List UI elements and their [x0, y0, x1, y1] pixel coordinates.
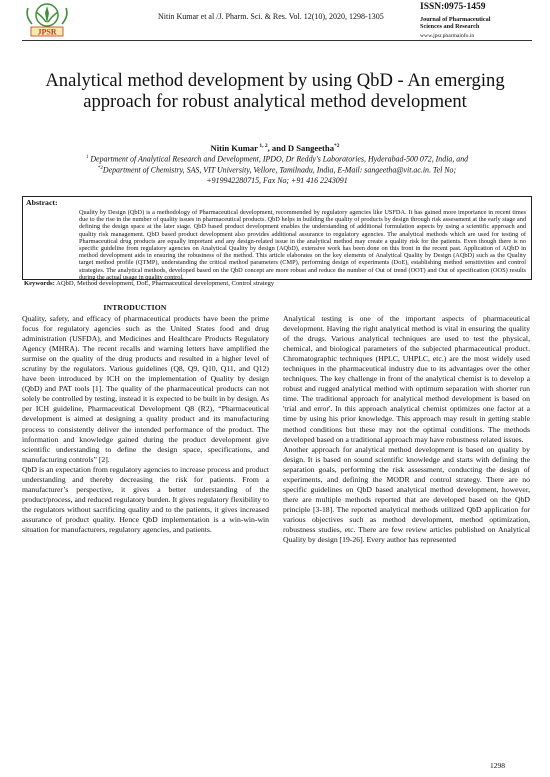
keywords-text: AQbD, Method development, DoE, Pharmaceutical development, Control strategy	[54, 280, 275, 287]
paragraph: Analytical testing is one of the important aspects of pharmaceutical development. Having the right analytical method is vital in ensuring the quality of the drugs. Various analytical techniques are used to test the physical, chemical, and biological parameters of the subjected pharmaceutical product. Chromatographic techniques (HPLC, UHPLC, etc.) are the most widely used techniques in the pharmaceutical industry due to its advantages over the other techniques. The key challenge in front of the analytical chemist is to develop a robust and rugged analytical method with optimum separation with shorter run time. The traditional approach for analytical method development is based on 'trial and error'. In this approach analytical chemist optimizes one factor at a time by using his prior knowledge. This approach may result in getting stable method conditions but these may not the optimal conditions. The methods developed based on a traditional approach may have robustness related issues.	[283, 314, 530, 444]
logo-text: JPSR	[37, 27, 57, 37]
keywords	[24, 280, 530, 287]
keywords-label: Keywords:	[24, 280, 55, 287]
journal-name-line2: Sciences and Research	[420, 23, 480, 31]
paragraph: QbD is an expectation from regulatory agencies to increase process and product understanding and thereby decreasing the risk for patients. From a manufacturer’s perspective, it gives a better understanding of the product/process, and reduced regulatory burden. It gives regulatory flexibility to the regulators without sacrificing quality and to the patients, it gives increased assurance of product quality. Hence QbD implementation is a win-win-win situation for manufacturers, regulatory agencies, and patients.	[22, 464, 269, 534]
abstract-box	[22, 196, 532, 280]
abstract-label: Abstract:	[26, 198, 58, 207]
introduction-heading: INTRODUCTION	[103, 303, 167, 312]
affiliation-2	[22, 164, 532, 175]
affiliation-1	[22, 153, 532, 164]
author-1: Nitin Kumar	[210, 143, 258, 153]
affiliations	[22, 153, 532, 186]
abstract-text: Quality by Design (QbD) is a methodology of Pharmaceutical development, recommended by regulatory agencies like USFDA. It has gained more importance in recent times due to the rise in the number of quality issues in pharmaceutical products. QbD helps in building the quality of products by design through risk assessment at the early stage and defining the design space at the later stage. QbD based product development enables the understanding of additional formulation aspects by using a scientific approach and quality risk management. QbD based product development also provides additional assurance to regulatory agencies. The analytical methods which are used for testing of Pharmaceutical drug products are equally important and any design-related issue in the analytical method may create a quality risk for the patients. Even though there is no specific guideline from regulatory agencies on Analytical Quality by design (AQbD), extensive work has been done on this front in the recent past. Application of AQbD in method development aids in ensuring the robustness of the method. This article elaborates on the key elements of Analytical Quality by Design (AQbD) such as the Quality target method profile (QTMP), understanding the critical method parameters (CMP), performing design of experiments (DoE), establishing method sensitivities and control strategies. The analytical methods, developed based on the QbD concept are more robust and reduce the number of Out of trend (OOT) and Out of specification (OOS) results during the actual usage in quality control.	[79, 209, 526, 281]
author-1-sup: 1, 2	[258, 143, 268, 150]
page-header	[0, 0, 550, 42]
running-citation: Nitin Kumar et al /J. Pharm. Sci. & Res. Vol. 12(10), 2020, 1298-1305	[158, 12, 384, 21]
author-line	[0, 143, 550, 153]
author-2-sup: *2	[334, 143, 340, 150]
page-number: 1298	[490, 761, 505, 770]
body-column-right	[283, 314, 530, 545]
affiliation-2-text: Department of Chemistry, SAS, VIT University, Vellore, Tamilnadu, India, E-Mail: sangeetha@vit.ac.in. Tel No;	[102, 166, 457, 176]
affiliation-3: +919942280715, Fax No; +91 416 2243091	[206, 175, 348, 185]
paragraph: Quality, safety, and efficacy of pharmaceutical products have been the prime focus for regulatory agencies such as the United States food and drug administration (USFDA), and Medicines and Healthcare Products Regulatory Agency (MHRA). The recent recalls and warning letters have amplified the surmise on the quality of the drug products and resulted in a higher level of scrutiny by the regulators. Various guidelines (Q8, Q9, Q10, Q11, and Q12) have been introduced by ICH on the implementation of Quality by design (QbD) and PAT tools [1]. The quality of the pharmaceutical products can not solely be controlled by testing, instead it is expected to be built in by design. As per ICH guideline, Pharmaceutical Development Q8 (R2), “Pharmaceutical development is aimed at designing a quality product and its manufacturing process to consistently deliver the intended performance of the product. The information and knowledge gained during the product development give scientific understanding to define the design space, specifications, and manufacturing controls” [2].	[22, 314, 269, 464]
jpsr-logo-icon	[22, 2, 72, 38]
journal-name	[420, 16, 490, 30]
issn: ISSN:0975-1459	[420, 2, 486, 12]
header-divider	[22, 40, 532, 41]
paragraph: Another approach for analytical method development is based on quality by design. It is based on sound scientific knowledge and starts with defining the separation goals, performing the risk assessment, conducting the design of experiments, and defining the MODR and control strategy. There are no specific guidelines on QbD based analytical method development, however, there are multiple methods reported that are developed based on the QbD principle [3-18]. The reported analytical methods utilized QbD application for various objectives such as method development, method optimization, robustness studies, etc. There are few review articles published on Analytical Quality by design [19-26]. Every author has represented	[283, 444, 530, 545]
affiliation-1-sup: 1	[85, 155, 89, 160]
author-connector: , and D Sangeetha	[267, 143, 334, 153]
paper-title: Analytical method development by using QbD - An emerging approach for robust analytical method development	[45, 70, 505, 112]
body-column-left	[22, 314, 269, 535]
affiliation-2-sup: *2	[97, 166, 103, 172]
journal-url[interactable]: www.jpsr.pharmainfo.in	[420, 33, 475, 39]
affiliation-1-text: Department of Analytical Research and Development, IPDO, Dr Reddy's Laboratories, Hyderabad-500 072, India, and	[88, 154, 469, 164]
journal-name-line1: Journal of Pharmaceutical	[420, 16, 491, 23]
